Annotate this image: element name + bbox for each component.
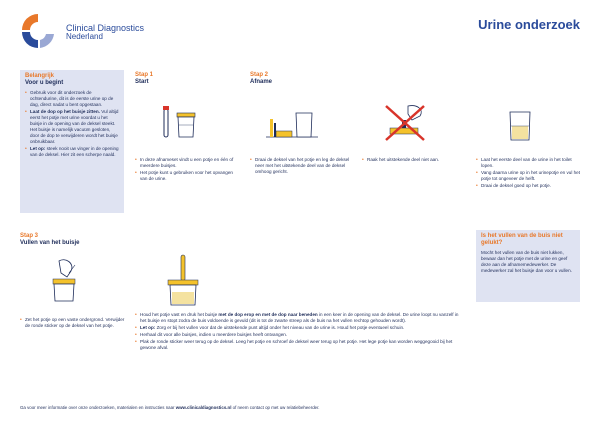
step2-item: • Vang daarna urine op in het urinepotje en vul het potje tot ongeveer de helft. [476,170,580,182]
step3-name: Vullen van het buisje [20,240,80,246]
cup-and-lid-icon [262,103,322,143]
page-title: Urine onderzoek [478,17,580,32]
step2-label: Stap 2 [250,72,269,78]
important-item: • Laat de dop op het buisje zitten. Vul altijd eerst het potje met urine voordat u het buisje in de opening van de deksel steekt. Het buisje is namelijk vacuüm gesloten, door de dop te verwijderen wordt het buisje onbruikbaar. [25,109,119,145]
step3-image-b [160,252,205,308]
important-subheading: Voor u begint [25,80,64,86]
urine-cup-icon [505,108,535,144]
footer-text: Ga voor meer informatie over onze onderzoeken, materialen en instructies naar www.clinicaldiagnostics.nl of neem contact op met uw relatiebeheerder. [20,405,320,410]
step2-list-a [250,157,352,176]
website-link[interactable]: www.clinicaldiagnostics.nl [175,405,232,410]
step3-item: • Let op: Zorg er bij het vullen voor dat de uitstekende punt altijd onder het niveau van de urine is. Houd het potje eventueel schuin. [135,325,465,331]
step1-item: • Het potje kunt u gebruiken voor het opvangen van de urine. [135,170,240,182]
step2-image-b [378,100,433,145]
step2-item: • Laat het eerste deel van de urine in het toilet lopen. [476,157,580,169]
step1-label: Stap 1 [135,72,154,78]
step3-list-a [20,317,125,330]
important-item: • Let op: steek nooit uw vinger in de opening van de deksel. Hier zit een scherpe naald. [25,146,119,158]
important-item: • Gebruik voor dit onderzoek de ochtendurine, dit is de eerste urine op de dag, direct nadat u bent opgestaan. [25,90,119,108]
note-box [476,230,580,302]
step2-image-a [262,103,322,143]
step1-name: Start [135,79,149,85]
step3-item: • Plak de ronde sticker weer terug op de deksel. Leeg het potje en schroef de deksel weer terug op het potje. Het lege potje kan worden weggegooid bij het gewone afval. [135,339,465,351]
step3-list-b [135,312,465,352]
logo-subname: Nederland [66,32,103,41]
step2-item: • Raak het uitstekende deel niet aan. [362,157,467,163]
step1-list [135,157,240,183]
step3-image-a [45,255,85,305]
step3-item: • Herhaal dit voor alle buisjes, indien u meerdere buisjes heeft ontvangen. [135,332,465,338]
do-not-touch-icon [378,100,433,145]
fill-tube-icon [160,252,205,308]
step1-image [158,103,208,145]
remove-sticker-icon [45,255,85,305]
step3-item: • Houd het potje vast en druk het buisje met de dop erop en met de dop naar beneden in een keer in de opening van de deksel. De urine loopt nu vanzelf in het buisje en stopt zodra de buis voldoende is gevuld (dit is tot de zwarte streep als de buis na het vullen rechtop gehouden wordt). [135,312,465,324]
logo-name: Clinical Diagnostics [66,23,145,33]
important-list [25,90,119,158]
note-heading: Is het vullen van de buis niet gelukt? [481,233,563,246]
step2-list-b [362,157,467,164]
important-heading: Belangrijk [25,73,55,79]
step3-item: • Zet het potje op een vaste ondergrond. Verwijder de ronde sticker op de deksel van het potje. [20,317,125,329]
important-box [20,70,124,213]
step1-item: • In deze afnameset vindt u een potje en één of meerdere buisjes. [135,157,240,169]
step3-label: Stap 3 [20,233,39,239]
note-text: Mocht het vullen van de buis niet lukken, bewaar dan het potje met de urine en geef deze aan de afnamemedewerker. De medewerker zal het buisje dan voor u vullen. [481,250,572,273]
step2-image-c [505,108,535,144]
tube-and-cup-icon [158,103,208,145]
logo-mark-icon [20,12,56,50]
step2-item: • Draai de deksel goed op het potje. [476,183,580,189]
step2-item: • Draai de deksel van het potje en leg de deksel neer met het uitstekende deel van de deksel omhoog gericht. [250,157,352,175]
step2-name: Afname [250,79,273,85]
logo [20,12,56,50]
step2-list-c [476,157,580,190]
